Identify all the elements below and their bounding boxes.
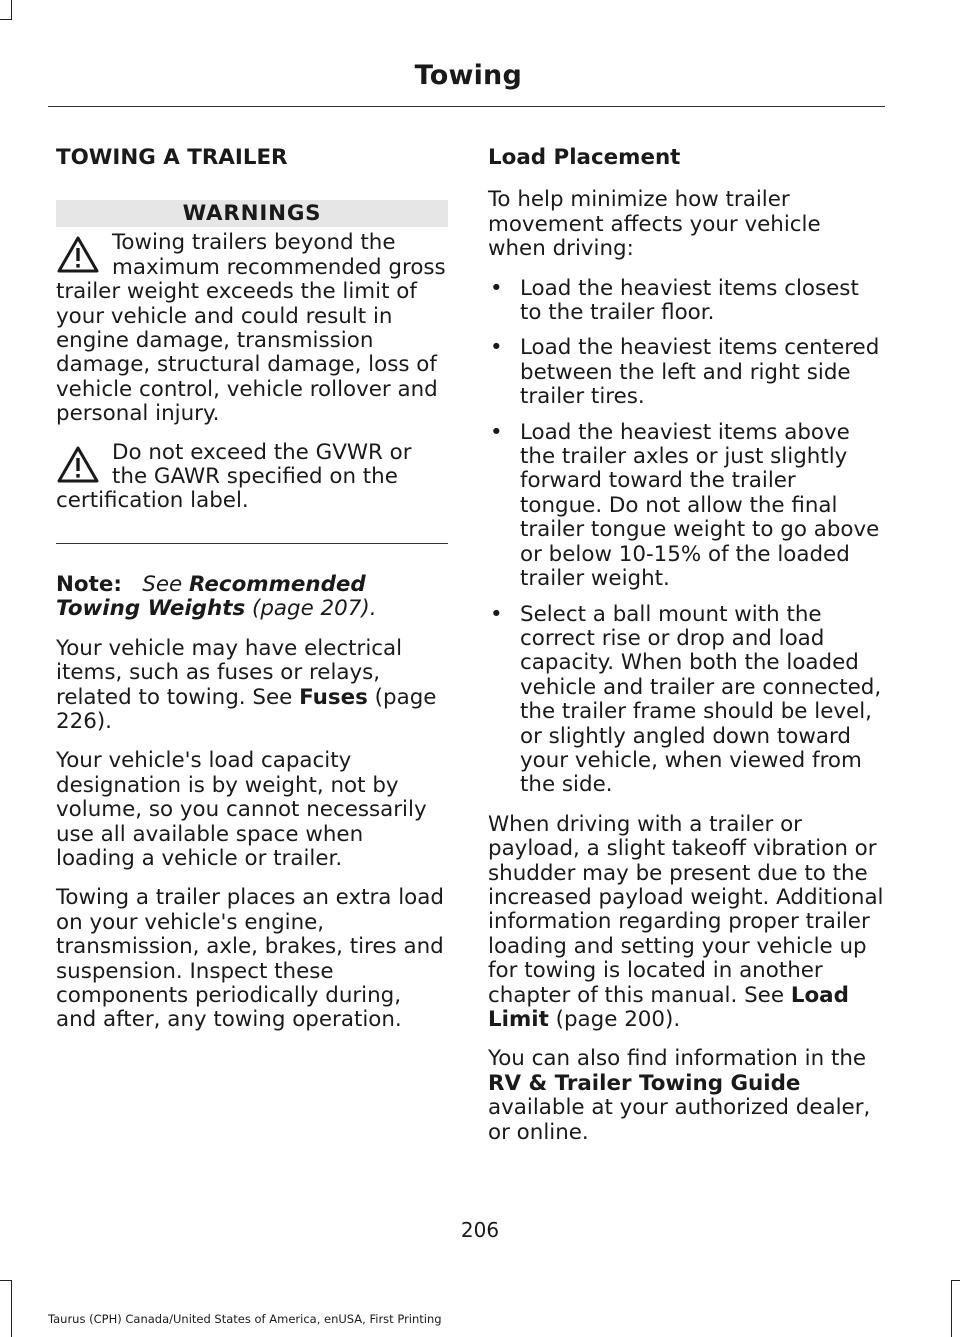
note-paragraph [56,573,448,622]
note-link[interactable]: Recommended Towing Weights [56,571,366,622]
payload-paragraph [488,813,884,1033]
inspect-paragraph: Towing a trailer places an extra load on your vehicle's engine, transmission, axle, brakes, tires and suspension. Inspect these components periodically during, and after, any towing operation. [56,885,444,1033]
page-title: Towing [414,60,522,91]
header-divider [48,106,885,107]
warning-item [56,231,448,426]
electrical-text: Your vehicle may have electrical items, such as fuses or relays, related to towing. See [56,635,403,710]
load-limit-link[interactable]: Load Limit [488,982,849,1032]
payload-text: When driving with a trailer or payload, a slight takeoff vibration or shudder may be present due to the increased payload weight. Additional information regarding proper trailer loading and setting your vehicle up for towing is located in another chapter of this manual. See [488,811,884,1008]
warning-text: Do not exceed the GVWR or the GAWR specified on the certification label. [56,439,412,514]
section-heading: TOWING A TRAILER [56,145,288,170]
crop-mark-top-left-h [0,19,12,20]
note-label: Note: [56,571,122,597]
towing-guide-link[interactable]: RV & Trailer Towing Guide [488,1070,801,1096]
list-item: • Load the heaviest items closest to the trailer floor. [488,277,884,326]
electrical-paragraph [56,637,448,735]
guide-paragraph [488,1047,884,1145]
warnings-divider [56,543,448,544]
list-item: • Load the heaviest items above the trailer axles or just slightly forward toward the trailer tongue. Do not allow the final trailer tongue weight to go above or below 10-15% of the loaded trailer weight. [488,421,884,592]
guide-prefix: You can also find information in the [488,1046,867,1072]
warnings-title: WARNINGS [56,200,448,227]
crop-mark-bottom-left [11,1280,12,1337]
note-see: See [142,571,183,597]
crop-mark-top-left [11,0,12,20]
crop-mark-bottom-right-h [951,1280,960,1281]
warning-item [56,441,448,514]
warning-triangle-icon [56,445,100,485]
load-placement-list [488,277,884,798]
fuses-page-ref: (page 226). [56,684,437,734]
warnings-box [56,200,448,513]
warning-text: Towing trailers beyond the maximum recommended gross trailer weight exceeds the limit of your vehicle and could result in engine damage, transmission damage, structural damage, loss of vehicle control, vehicle rollover and personal injury. [56,230,446,427]
crop-mark-bottom-right [951,1280,952,1337]
list-item: • Select a ball mount with the correct rise or drop and load capacity. When both the loaded vehicle and trailer are connected, the trailer frame should be level, or slightly angled down toward your vehicle, when viewed from the side. [488,603,884,798]
edition-footer: Taurus (CPH) Canada/United States of America, enUSA, First Printing [48,1312,442,1326]
list-item: • Load the heaviest items centered between the left and right side trailer tires. [488,336,884,409]
left-column [56,146,448,1048]
load-placement-intro: To help minimize how trailer movement affects your vehicle when driving: [488,187,821,262]
guide-suffix: available at your authorized dealer, or online. [488,1095,871,1145]
note-page-ref: (page 207). [251,596,377,622]
fuses-link[interactable]: Fuses [299,684,368,710]
load-limit-page-ref: (page 200). [555,1007,681,1032]
page-number: 206 [460,1218,500,1242]
capacity-paragraph: Your vehicle's load capacity designation is by weight, not by volume, so you cannot necessarily use all available space when loading a vehicle or trailer. [56,748,427,871]
load-placement-heading: Load Placement [488,145,681,170]
right-column [488,146,884,1160]
crop-mark-bottom-left-h [0,1280,12,1281]
warning-triangle-icon [56,235,100,275]
